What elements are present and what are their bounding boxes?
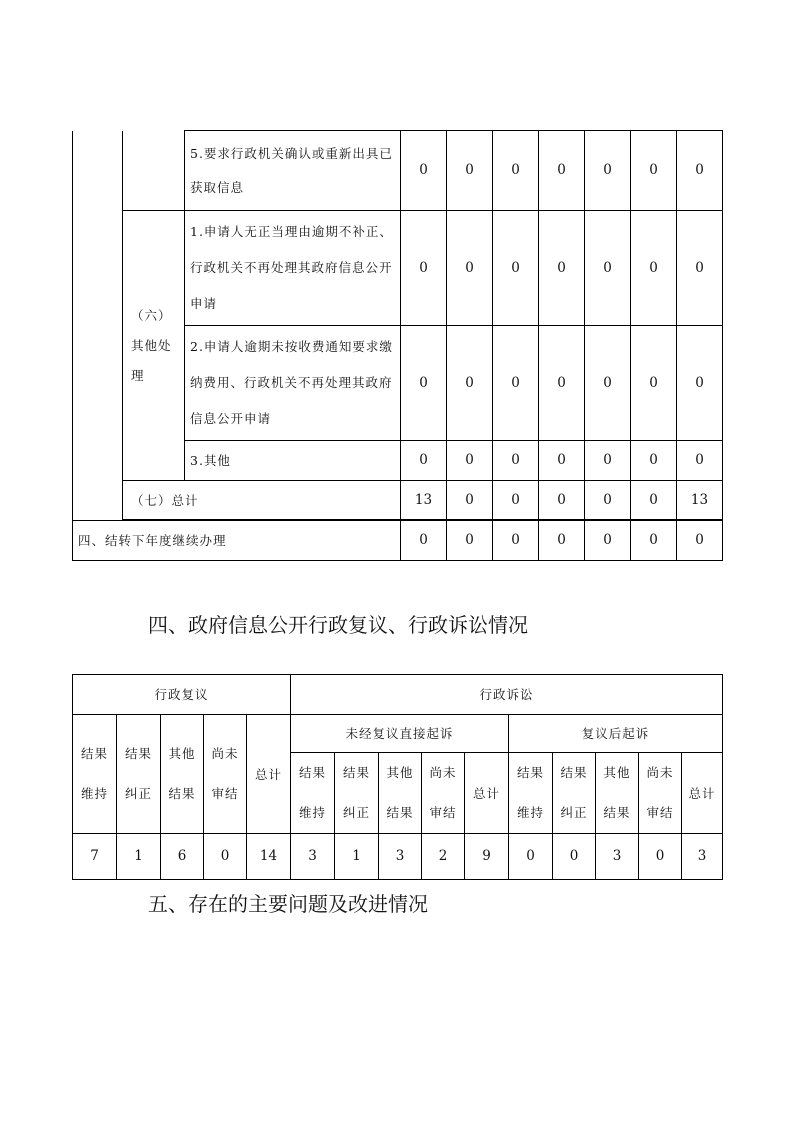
value-cell: 9	[465, 834, 509, 880]
value-cell: 0	[493, 211, 539, 326]
value-cell: 0	[401, 521, 447, 561]
value-cell: 0	[639, 834, 682, 880]
value-cell: 0	[493, 441, 539, 481]
value-cell: 0	[493, 326, 539, 441]
row-label: 1.申请人无正当理由逾期不补正、行政机关不再处理其政府信息公开申请	[185, 211, 401, 326]
value-cell: 0	[585, 441, 631, 481]
value-cell: 6	[161, 834, 204, 880]
disposal-table	[72, 130, 723, 561]
col-after-pending: 尚未 审结	[639, 753, 682, 834]
direct-header: 未经复议直接起诉	[291, 715, 509, 753]
value-cell: 0	[447, 521, 493, 561]
value-cell: 13	[677, 481, 723, 520]
value-cell: 1	[117, 834, 161, 880]
value-cell: 0	[493, 521, 539, 561]
col-direct-maintain: 结果 维持	[291, 753, 335, 834]
col-direct-other: 其他 结果	[379, 753, 422, 834]
value-cell: 0	[539, 211, 585, 326]
table-row-total	[73, 481, 723, 520]
value-cell: 0	[493, 131, 539, 211]
value-cell: 0	[585, 326, 631, 441]
value-cell: 0	[631, 131, 677, 211]
value-cell: 0	[447, 481, 493, 520]
value-cell: 2	[422, 834, 465, 880]
value-cell: 0	[401, 441, 447, 481]
col-review-correct: 结果 纠正	[117, 715, 161, 834]
after-header: 复议后起诉	[509, 715, 723, 753]
review-header: 行政复议	[73, 675, 291, 715]
col-after-maintain: 结果 维持	[509, 753, 553, 834]
value-cell: 13	[401, 481, 447, 520]
value-cell: 0	[204, 834, 247, 880]
table-row	[73, 131, 723, 211]
value-cell: 0	[447, 211, 493, 326]
value-cell: 0	[585, 211, 631, 326]
col-review-other: 其他 结果	[161, 715, 204, 834]
value-cell: 0	[677, 441, 723, 481]
table-row	[73, 834, 723, 880]
group-cell-prev	[123, 131, 185, 211]
col-direct-correct: 结果 纠正	[335, 753, 379, 834]
value-cell: 14	[247, 834, 291, 880]
row-label: 3.其他	[185, 441, 401, 481]
value-cell: 0	[539, 326, 585, 441]
value-cell: 0	[539, 481, 585, 520]
value-cell: 3	[379, 834, 422, 880]
col-after-other: 其他 结果	[596, 753, 639, 834]
value-cell: 1	[335, 834, 379, 880]
col-direct-pending: 尚未 审结	[422, 753, 465, 834]
outer-merged-cell	[73, 131, 123, 521]
col-direct-total: 总计	[465, 753, 509, 834]
section-4-title: 四、政府信息公开行政复议、行政诉讼情况	[148, 613, 528, 637]
value-cell: 0	[631, 441, 677, 481]
value-cell: 0	[539, 131, 585, 211]
value-cell: 0	[677, 521, 723, 561]
value-cell: 0	[447, 441, 493, 481]
value-cell: 0	[401, 131, 447, 211]
value-cell: 3	[682, 834, 723, 880]
value-cell: 3	[596, 834, 639, 880]
carry-label: 四、结转下年度继续办理	[73, 521, 401, 561]
row-label: 2.申请人逾期未按收费通知要求缴纳费用、行政机关不再处理其政府信息公开申请	[185, 326, 401, 441]
value-cell: 0	[553, 834, 596, 880]
value-cell: 0	[447, 131, 493, 211]
value-cell: 0	[677, 211, 723, 326]
col-review-pending: 尚未 审结	[204, 715, 247, 834]
litigation-header: 行政诉讼	[291, 675, 723, 715]
table-row	[73, 211, 723, 326]
value-cell: 0	[677, 131, 723, 211]
row-label: 5.要求行政机关确认或重新出具已获取信息	[185, 131, 401, 211]
value-cell: 0	[585, 521, 631, 561]
value-cell: 0	[585, 481, 631, 520]
col-after-total: 总计	[682, 753, 723, 834]
value-cell: 3	[291, 834, 335, 880]
value-cell: 0	[493, 481, 539, 520]
value-cell: 0	[509, 834, 553, 880]
value-cell: 0	[447, 326, 493, 441]
col-review-total: 总计	[247, 715, 291, 834]
col-review-maintain: 结果 维持	[73, 715, 117, 834]
review-litigation-table	[72, 674, 723, 880]
value-cell: 0	[401, 211, 447, 326]
value-cell: 0	[539, 441, 585, 481]
value-cell: 0	[585, 131, 631, 211]
group-label-other: （六）其他处理	[123, 211, 185, 481]
col-after-correct: 结果 纠正	[553, 753, 596, 834]
value-cell: 0	[631, 211, 677, 326]
value-cell: 7	[73, 834, 117, 880]
value-cell: 0	[401, 326, 447, 441]
table-row-carry	[73, 521, 723, 561]
value-cell: 0	[677, 326, 723, 441]
value-cell: 0	[631, 481, 677, 520]
section-5-title: 五、存在的主要问题及改进情况	[148, 892, 428, 916]
total-label: （七）总计	[123, 481, 401, 520]
value-cell: 0	[631, 521, 677, 561]
value-cell: 0	[539, 521, 585, 561]
value-cell: 0	[631, 326, 677, 441]
